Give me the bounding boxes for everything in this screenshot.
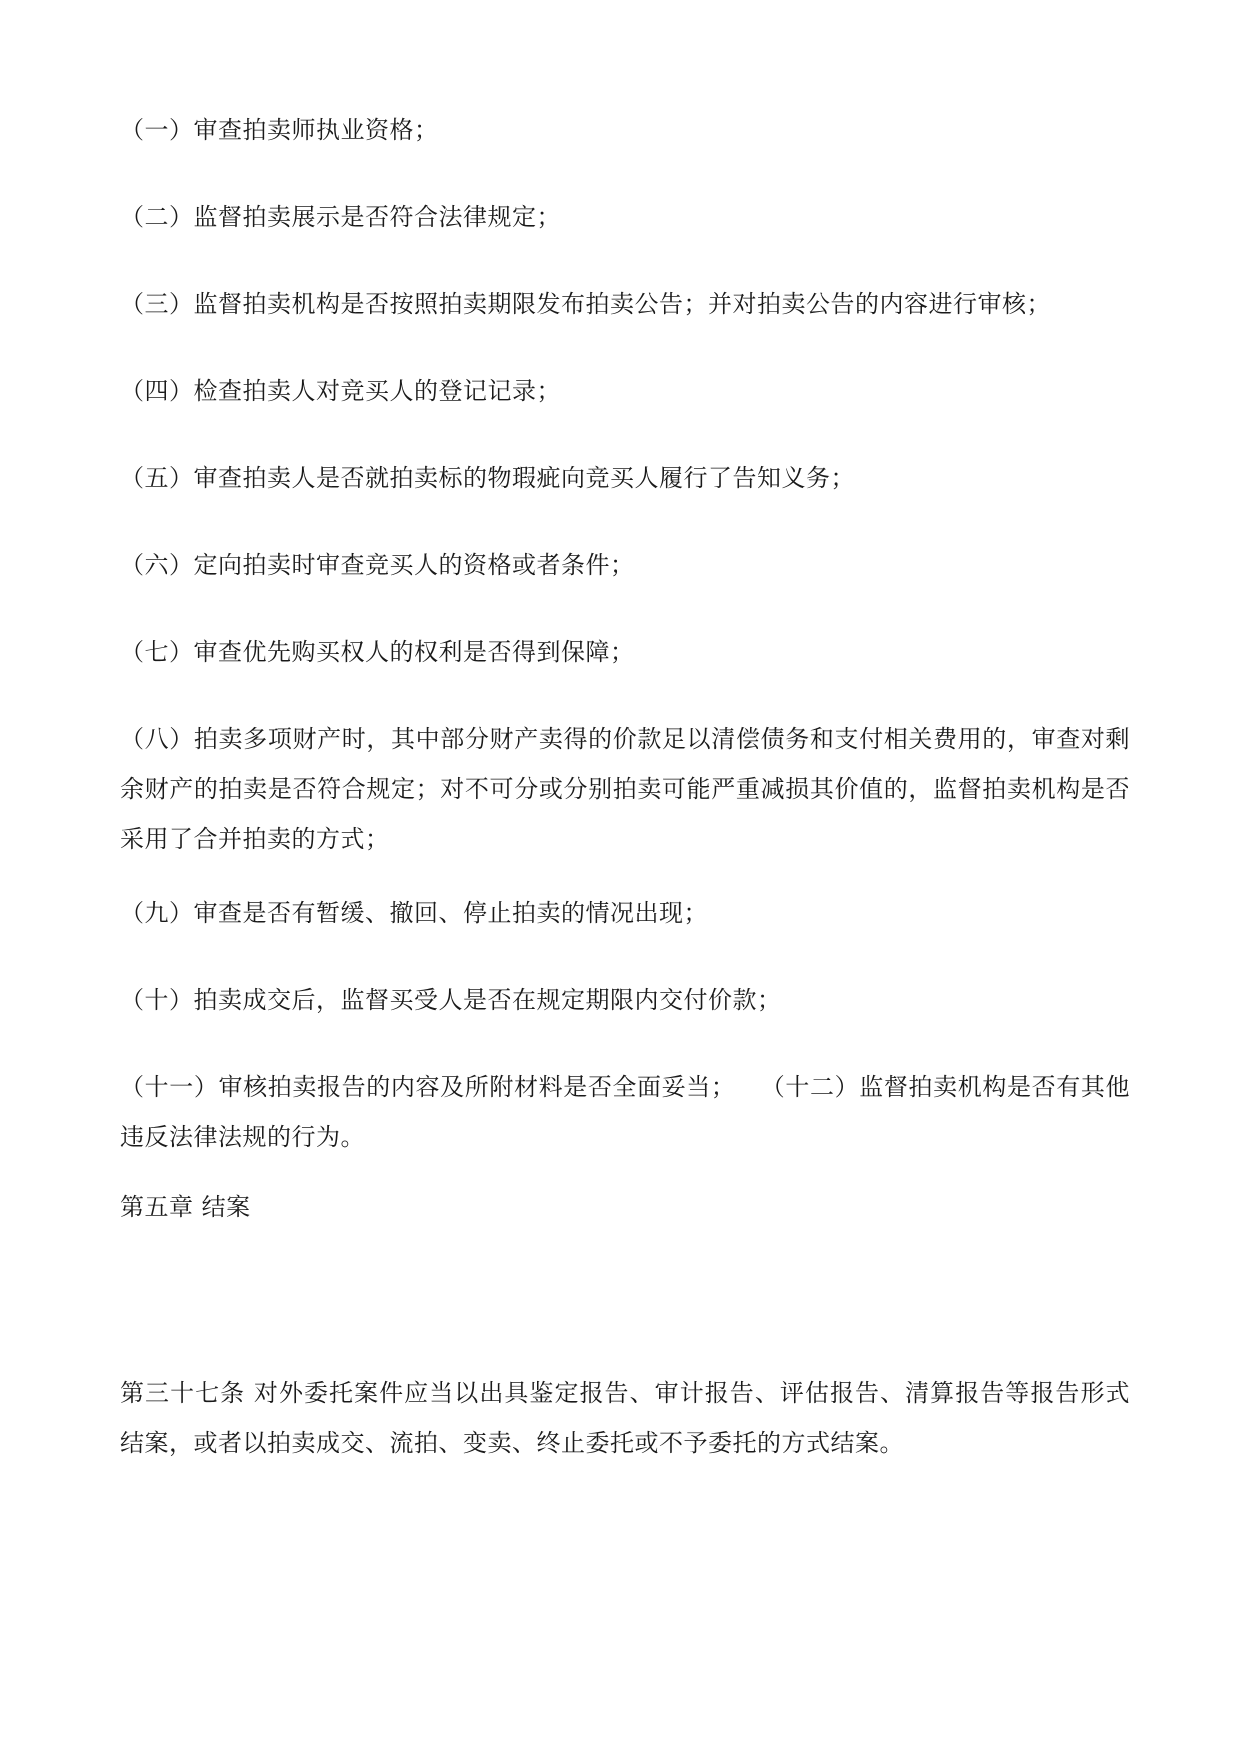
list-item-9: （九）审查是否有暂缓、撤回、停止拍卖的情况出现； xyxy=(120,899,708,927)
list-item-1: （一）审查拍卖师执业资格； xyxy=(120,116,439,144)
list-item-3: （三）监督拍卖机构是否按照拍卖期限发布拍卖公告；并对拍卖公告的内容进行审核； xyxy=(120,290,1051,318)
chapter-heading: 第五章 结案 xyxy=(120,1193,251,1221)
list-item-7: （七）审查优先购买权人的权利是否得到保障； xyxy=(120,638,635,666)
list-item-5: （五）审查拍卖人是否就拍卖标的物瑕疵向竞买人履行了告知义务； xyxy=(120,464,855,492)
list-item-10: （十）拍卖成交后，监督买受人是否在规定期限内交付价款； xyxy=(120,986,782,1014)
list-item-4: （四）检查拍卖人对竞买人的登记记录； xyxy=(120,377,561,405)
list-item-11-12: （十一）审核拍卖报告的内容及所附材料是否全面妥当； （十二）监督拍卖机构是否有其他违反法律法规的行为。 xyxy=(120,1073,1130,1151)
list-item-2: （二）监督拍卖展示是否符合法律规定； xyxy=(120,203,561,231)
list-item-6: （六）定向拍卖时审查竞买人的资格或者条件； xyxy=(120,551,635,579)
article-37: 第三十七条 对外委托案件应当以出具鉴定报告、审计报告、评估报告、清算报告等报告形式结案，或者以拍卖成交、流拍、变卖、终止委托或不予委托的方式结案。 xyxy=(120,1379,1130,1457)
list-item-8: （八）拍卖多项财产时，其中部分财产卖得的价款足以清偿债务和支付相关费用的，审查对剩余财产的拍卖是否符合规定；对不可分或分别拍卖可能严重减损其价值的，监督拍卖机构是否采用了合并拍卖的方式； xyxy=(120,725,1130,853)
